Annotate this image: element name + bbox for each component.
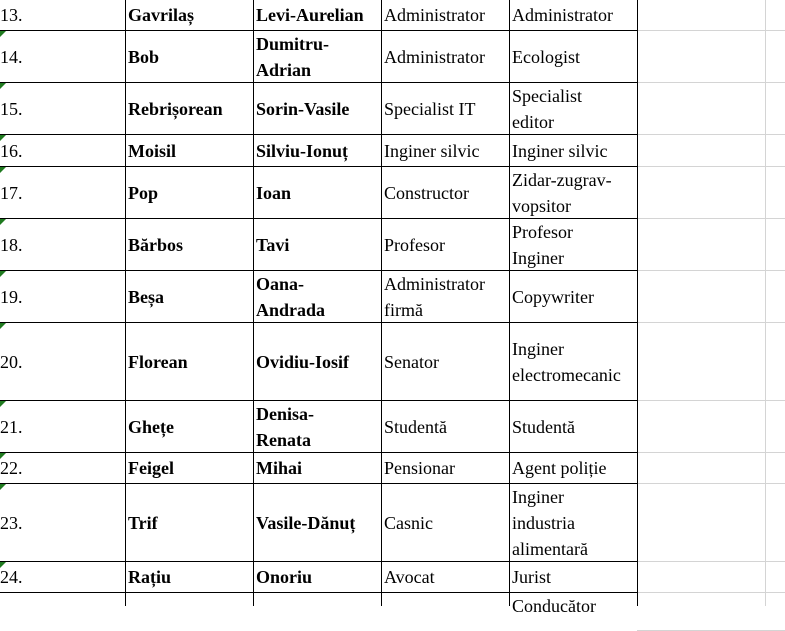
cell-prenume[interactable]: Sorin-Vasile — [256, 98, 350, 119]
cell-nr[interactable]: 16. — [0, 140, 23, 161]
table-border — [0, 400, 638, 401]
cell-nr[interactable]: 24. — [0, 567, 23, 587]
cell-prenume[interactable]: Vasile-Dănuț — [256, 512, 356, 533]
cell-nume[interactable]: Rebrișorean — [128, 98, 223, 119]
error-indicator-icon[interactable] — [0, 31, 6, 37]
table-border — [125, 0, 126, 606]
error-indicator-icon[interactable] — [0, 484, 6, 490]
gridline — [637, 166, 785, 167]
cell-prenume[interactable]: Ioan — [256, 182, 292, 203]
table-border — [0, 166, 638, 167]
gridline — [637, 218, 785, 219]
cell-ocupatie[interactable]: Constructor — [384, 182, 469, 203]
gridline — [637, 270, 785, 271]
cell-ocupatie[interactable]: Administrator firmă — [384, 273, 485, 320]
cell-ocupatie[interactable]: Inginer silvic — [384, 140, 480, 161]
cell-profesie[interactable]: Zidar-zugrav- vopsitor — [512, 169, 612, 216]
cell-prenume[interactable]: Denisa- Renata — [256, 403, 314, 450]
table-border — [0, 82, 638, 83]
cell-nr[interactable]: 14. — [0, 46, 23, 67]
gridline — [637, 561, 785, 562]
cell-profesie[interactable]: Inginer industria alimentară — [512, 486, 588, 559]
table-border — [0, 134, 638, 135]
cell-prenume[interactable]: Silviu-Ionuț — [256, 140, 349, 161]
cell-nr[interactable]: 17. — [0, 182, 23, 203]
table-border — [637, 0, 638, 606]
table-border — [0, 322, 638, 323]
cell-profesie[interactable]: Agent poliție — [512, 458, 607, 478]
gridline — [637, 592, 785, 593]
cell-ocupatie[interactable]: Administrator — [384, 46, 485, 67]
table-border — [0, 218, 638, 219]
cell-ocupatie[interactable]: Casnic — [384, 512, 433, 533]
cell-profesie[interactable]: Ecologist — [512, 46, 580, 67]
table-border — [381, 0, 382, 606]
cell-prenume[interactable]: Oana- Andrada — [256, 273, 326, 320]
table-border — [0, 592, 638, 593]
error-indicator-icon[interactable] — [0, 219, 6, 225]
error-indicator-icon[interactable] — [0, 323, 6, 329]
cell-prenume[interactable]: Onoriu — [256, 567, 313, 587]
cell-nume[interactable]: Trif — [128, 512, 158, 533]
cell-nr[interactable]: 20. — [0, 351, 23, 372]
cell-prenume[interactable]: Ovidiu-Iosif — [256, 351, 350, 372]
table-border — [253, 0, 254, 606]
cell-nume[interactable]: Ghețe — [128, 416, 174, 437]
cell-nr[interactable]: 23. — [0, 512, 23, 533]
cell-prenume[interactable] — [253, 593, 381, 630]
cell-nr[interactable]: 19. — [0, 286, 23, 307]
cell-nume[interactable]: Florean — [128, 351, 188, 372]
cell-nr[interactable]: 21. — [0, 416, 23, 437]
error-indicator-icon[interactable] — [0, 401, 6, 407]
gridline — [637, 483, 785, 484]
cell-nume[interactable]: Feigel — [128, 458, 174, 478]
cell-profesie[interactable]: Profesor Inginer — [512, 221, 573, 268]
gridline — [765, 0, 766, 606]
cell-ocupatie[interactable] — [381, 593, 509, 630]
cell-nume[interactable]: Bărbos — [128, 234, 184, 255]
gridline — [637, 400, 785, 401]
cell-profesie[interactable]: Inginer electromecanic — [512, 338, 621, 385]
cell-nume[interactable]: Beșa — [128, 286, 164, 307]
cell-profesie[interactable]: Conducător — [512, 596, 596, 616]
cell-profesie[interactable]: Inginer silvic — [512, 140, 608, 161]
cell-profesie[interactable]: Administrator — [512, 5, 613, 25]
cell-nume[interactable] — [125, 593, 253, 630]
cell-ocupatie[interactable]: Studentă — [384, 416, 447, 437]
table-border — [0, 561, 638, 562]
gridline — [637, 134, 785, 135]
cell-nr[interactable]: 15. — [0, 98, 23, 119]
cell-nume[interactable]: Rațiu — [128, 567, 172, 587]
gridline — [637, 322, 785, 323]
table-border — [0, 270, 638, 271]
error-indicator-icon[interactable] — [0, 135, 6, 141]
error-indicator-icon[interactable] — [0, 562, 6, 568]
cell-profesie[interactable]: Studentă — [512, 416, 575, 437]
cell-prenume[interactable]: Tavi — [256, 234, 290, 255]
cell-ocupatie[interactable]: Administrator — [384, 5, 485, 25]
cell-nume[interactable]: Bob — [128, 46, 160, 67]
cell-profesie[interactable]: Copywriter — [512, 286, 594, 307]
table-border — [0, 483, 638, 484]
cell-nume[interactable]: Pop — [128, 182, 159, 203]
cell-nume[interactable]: Gavrilaș — [128, 5, 194, 25]
cell-ocupatie[interactable]: Avocat — [384, 567, 435, 587]
error-indicator-icon[interactable] — [0, 83, 6, 89]
gridline — [637, 82, 785, 83]
cell-profesie[interactable]: Specialist editor — [512, 85, 582, 132]
cell-nr[interactable]: 22. — [0, 458, 23, 478]
cell-ocupatie[interactable]: Pensionar — [384, 458, 455, 478]
cell-nr[interactable] — [0, 593, 125, 630]
cell-nume[interactable]: Moisil — [128, 140, 176, 161]
cell-nr[interactable]: 18. — [0, 234, 23, 255]
table-border — [0, 452, 638, 453]
cell-ocupatie[interactable]: Specialist IT — [384, 98, 476, 119]
error-indicator-icon[interactable] — [0, 167, 6, 173]
cell-prenume[interactable]: Mihai — [256, 458, 303, 478]
cell-prenume[interactable]: Dumitru- Adrian — [256, 33, 329, 80]
cell-profesie[interactable]: Jurist — [512, 567, 552, 587]
gridline — [637, 452, 785, 453]
gridline — [637, 30, 785, 31]
cell-ocupatie[interactable]: Senator — [384, 351, 439, 372]
cell-prenume[interactable]: Levi-Aurelian — [256, 5, 364, 25]
error-indicator-icon[interactable] — [0, 453, 6, 459]
table-border — [0, 30, 638, 31]
table-border — [509, 0, 510, 606]
cell-ocupatie[interactable]: Profesor — [384, 234, 445, 255]
cell-nr[interactable]: 13. — [0, 5, 23, 25]
error-indicator-icon[interactable] — [0, 271, 6, 277]
